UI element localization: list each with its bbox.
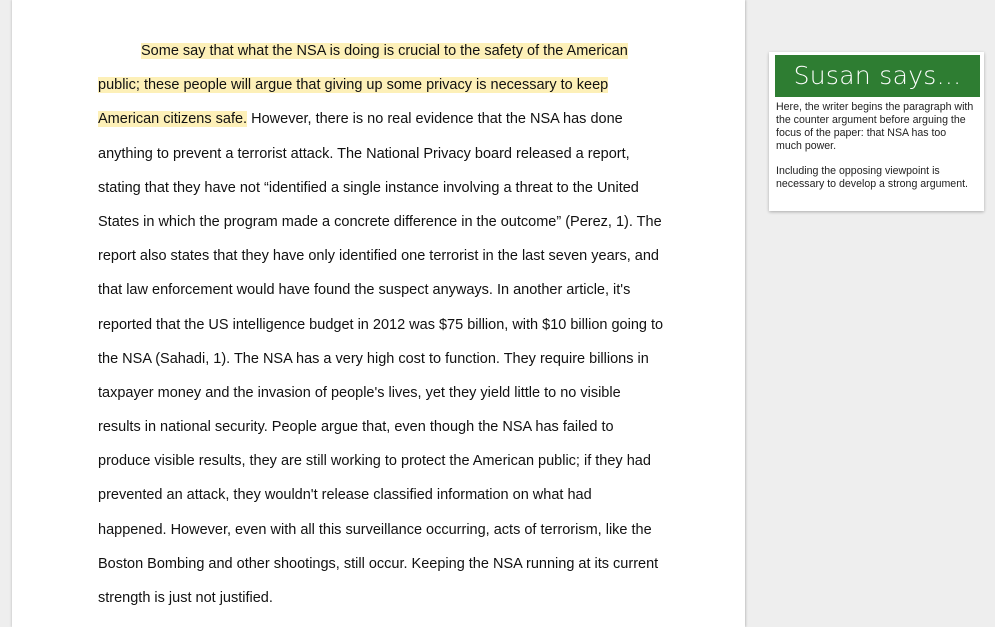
text-line: [98, 239, 673, 273]
document-body[interactable]: [98, 34, 673, 615]
line-text: taxpayer money and the invasion of people's lives, yet they yield little to no visible: [98, 384, 621, 401]
highlighted-text[interactable]: American citizens safe.: [98, 111, 248, 128]
text-line: [98, 444, 673, 478]
line-text: stating that they have not “identified a single instance involving a threat to the United: [98, 179, 639, 196]
comment-body: [769, 97, 984, 191]
text-line: [98, 376, 673, 410]
document-page: [12, 0, 745, 627]
text-line: [98, 68, 673, 102]
line-text: produce visible results, they are still working to protect the American public; if they had: [98, 453, 651, 470]
line-text: report also states that they have only identified one terrorist in the last seven years, and: [98, 248, 659, 265]
line-text: prevented an attack, they wouldn't release classified information on what had: [98, 487, 592, 504]
text-line: [98, 478, 673, 512]
text-line: [98, 547, 673, 581]
highlighted-text[interactable]: Some say that what the NSA is doing is crucial to the safety of the American: [141, 43, 628, 59]
text-line: [98, 342, 673, 376]
text-line: [98, 171, 673, 205]
highlighted-text[interactable]: public; these people will argue that giving up some privacy is necessary to keep: [98, 77, 609, 94]
line-text: that law enforcement would have found the suspect anyways. In another article, it's: [98, 282, 631, 299]
text-line: [98, 513, 673, 547]
text-line: [98, 102, 673, 136]
text-line: [98, 205, 673, 239]
line-text: strength is just not justified.: [98, 590, 273, 606]
line-text: happened. However, even with all this surveillance occurring, acts of terrorism, like the: [98, 521, 652, 538]
line-text: the NSA (Sahadi, 1). The NSA has a very high cost to function. They require billions in: [98, 350, 649, 367]
text-line: [98, 410, 673, 444]
text-line: [98, 581, 673, 615]
line-text: reported that the US intelligence budget in 2012 was $75 billion, with $10 billion going to: [98, 316, 664, 333]
line-text: anything to prevent a terrorist attack. The National Privacy board released a report,: [98, 145, 630, 162]
line-text: States in which the program made a concrete difference in the outcome” (Perez, 1). The: [98, 213, 662, 230]
comment-paragraph: Including the opposing viewpoint is necessary to develop a strong argument.: [776, 165, 968, 190]
line-text: Boston Bombing and other shootings, still occur. Keeping the NSA running at its current: [98, 555, 659, 572]
text-line: [98, 137, 673, 171]
text-line: [98, 273, 673, 307]
comment-paragraph: Here, the writer begins the paragraph with the counter argument before arguing the focus of the paper: that NSA has too much power.: [776, 101, 974, 152]
line-text: results in national security. People argue that, even though the NSA has failed to: [98, 419, 614, 436]
text-line: [98, 34, 673, 68]
comment-header: Susan says...: [775, 55, 980, 97]
line-text: However, there is no real evidence that the NSA has done: [247, 111, 623, 128]
text-line: [98, 308, 673, 342]
comment-card[interactable]: [769, 52, 984, 211]
